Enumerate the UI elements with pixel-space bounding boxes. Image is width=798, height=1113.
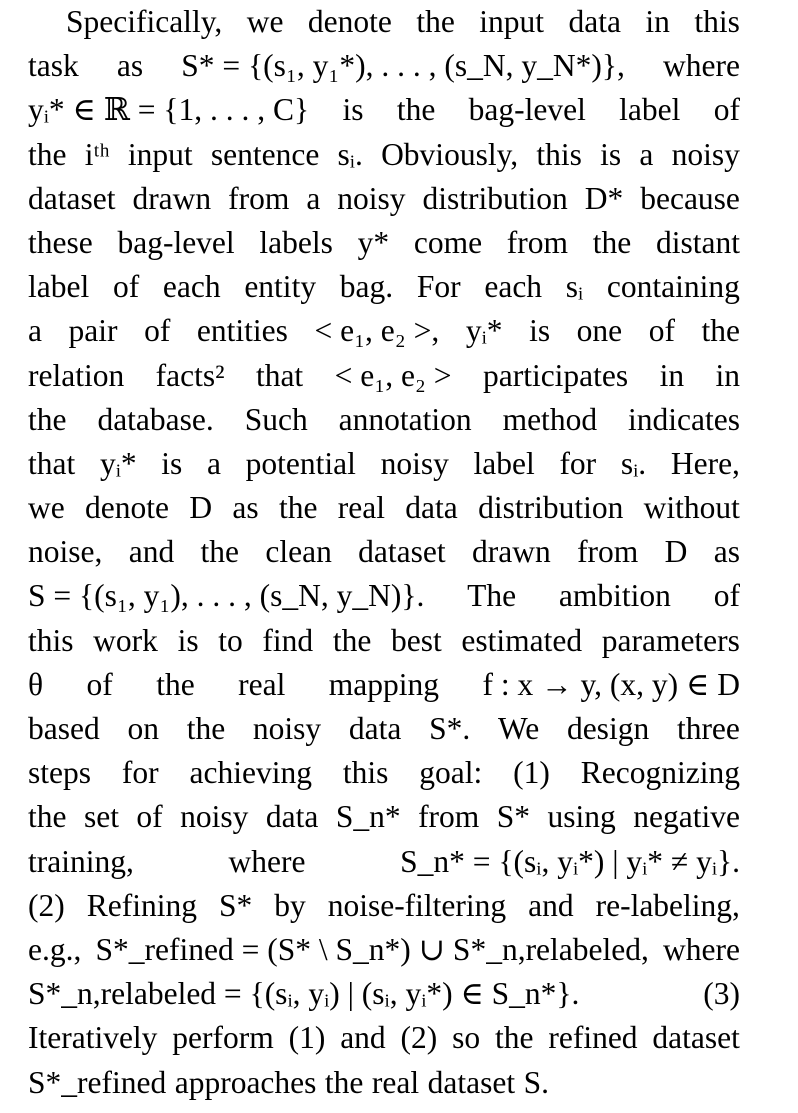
word: from <box>506 224 569 260</box>
word: (1) <box>513 755 550 791</box>
word: of <box>86 666 113 702</box>
word: of <box>144 313 171 349</box>
word: perform <box>172 1020 274 1056</box>
paragraph-line <box>28 398 740 442</box>
paragraph <box>28 0 740 1105</box>
word: S*. <box>429 711 471 746</box>
word: (2) <box>400 1020 438 1056</box>
word: each <box>162 269 221 305</box>
word: the <box>28 136 67 172</box>
word: data <box>348 711 402 746</box>
word: of <box>648 313 675 349</box>
word: The <box>467 578 517 614</box>
word: bag-level <box>117 224 235 260</box>
paragraph-line <box>28 221 740 265</box>
word: these <box>28 224 93 260</box>
word: distant <box>655 224 740 260</box>
word: the <box>278 490 318 526</box>
word: set <box>83 799 119 835</box>
paragraph-line <box>28 0 740 44</box>
paragraph-line <box>28 1016 740 1060</box>
paragraph-line <box>28 1061 740 1105</box>
word: clean <box>265 534 332 570</box>
word: from <box>577 534 639 570</box>
word: data <box>568 4 621 39</box>
word: we <box>246 4 284 39</box>
word: S*_n,relabeled = {(sᵢ, yᵢ) | (sᵢ, yᵢ*) ∈ S_n*}. <box>28 976 580 1012</box>
word: using <box>547 799 616 835</box>
word: annotation <box>338 401 472 437</box>
word: indicates <box>628 401 740 437</box>
word: a <box>639 136 654 172</box>
word: database. <box>97 401 214 437</box>
word: and <box>128 534 175 570</box>
word: of <box>112 269 140 305</box>
word: noisy <box>252 711 322 746</box>
paragraph-line <box>28 133 740 177</box>
word: is <box>161 445 183 481</box>
word: of <box>713 92 740 128</box>
word: the <box>592 224 632 260</box>
word: estimated <box>461 622 583 658</box>
word: S_n* <box>335 799 401 835</box>
word: where <box>663 931 740 967</box>
word: S_n* = {(sᵢ, yᵢ*) | yᵢ* ≠ yᵢ}. <box>400 843 740 879</box>
word: dataset <box>28 180 116 216</box>
word: refined <box>548 1020 638 1056</box>
word: data <box>265 799 319 835</box>
word: S*_refined <box>28 1064 167 1100</box>
paragraph-line <box>28 574 740 618</box>
paragraph-line <box>28 707 740 751</box>
paragraph-line <box>28 44 740 88</box>
word: steps <box>28 755 91 791</box>
word: the <box>396 92 436 128</box>
word: find <box>262 622 314 658</box>
word: < e₁, e₂ >, <box>314 313 440 349</box>
word: relation <box>28 357 125 393</box>
word: data <box>405 490 458 526</box>
word: sentence <box>210 136 320 172</box>
word: where <box>663 48 740 84</box>
word: label <box>619 92 681 128</box>
word: label <box>473 445 535 481</box>
word: distribution <box>422 180 568 216</box>
word: sᵢ. <box>337 136 363 172</box>
word: parameters <box>601 622 740 658</box>
paragraph-line <box>28 88 740 132</box>
word: real <box>371 1064 420 1100</box>
paragraph-line <box>28 840 740 884</box>
word: S = {(s₁, y₁), . . . , (s_N, y_N)}. <box>28 578 425 614</box>
paragraph-line <box>28 751 740 795</box>
word: achieving <box>189 755 312 791</box>
word: training, <box>28 843 134 879</box>
word: by <box>274 887 306 923</box>
word: the <box>28 799 67 835</box>
word: (1) <box>288 1020 326 1056</box>
word: so <box>452 1020 481 1056</box>
word: and <box>528 887 574 923</box>
word: as <box>116 48 144 84</box>
word: as <box>713 534 740 570</box>
paragraph-line <box>28 530 740 574</box>
word: denote <box>85 490 170 526</box>
word: is <box>600 136 622 172</box>
word: < e₁, e₂ > <box>334 357 452 393</box>
word: design <box>566 711 650 746</box>
word: in <box>645 4 670 39</box>
word: each <box>484 269 543 305</box>
word: denote <box>307 4 392 39</box>
paragraph-line <box>28 795 740 839</box>
word: participates <box>482 357 629 393</box>
paragraph-line <box>28 619 740 663</box>
word: mapping <box>328 666 440 702</box>
paragraph-line <box>28 309 740 353</box>
word: of <box>713 578 740 614</box>
word: pair <box>68 313 118 349</box>
paragraph-line <box>28 354 740 398</box>
word: sᵢ. <box>620 445 647 481</box>
word: dataset <box>427 1064 516 1100</box>
word: we <box>28 490 65 526</box>
word: noisy <box>671 136 740 172</box>
word: yᵢ* <box>99 445 137 481</box>
word: facts² <box>155 357 225 393</box>
word: is <box>342 92 364 128</box>
paragraph-line <box>28 265 740 309</box>
word: iᵗʰ <box>84 136 110 172</box>
word: a <box>306 180 321 216</box>
word: is <box>529 313 551 349</box>
word: this <box>694 4 740 39</box>
word: (3) <box>703 976 740 1012</box>
word: to <box>218 622 243 658</box>
word: the <box>28 401 67 437</box>
paragraph-line <box>28 663 740 707</box>
word: S* <box>496 799 531 835</box>
word: label <box>28 269 90 305</box>
word: yᵢ* <box>465 313 503 349</box>
word: method <box>502 401 598 437</box>
word: distribution <box>478 490 624 526</box>
word: Here, <box>670 445 740 481</box>
word: and <box>340 1020 386 1056</box>
word: that <box>28 445 76 481</box>
word: D <box>664 534 688 570</box>
word: approaches <box>174 1064 317 1100</box>
word: entity <box>244 269 317 305</box>
word: re-labeling, <box>595 887 740 923</box>
word: containing <box>606 269 740 305</box>
word: D* <box>584 180 624 216</box>
word: sᵢ <box>565 269 584 305</box>
word: potential <box>245 445 356 481</box>
word: the <box>332 622 372 658</box>
word: this <box>28 622 74 658</box>
word: come <box>413 224 483 260</box>
word: based <box>28 711 100 746</box>
word: real <box>337 490 385 526</box>
word: S* <box>218 887 253 923</box>
word: yᵢ* ∈ ℝ = {1, . . . , C} <box>28 92 310 128</box>
word: on <box>127 711 159 746</box>
word: the <box>416 4 455 39</box>
paragraph-line <box>28 177 740 221</box>
word: y* <box>357 224 390 260</box>
word: noisy <box>337 180 406 216</box>
word: where <box>228 843 306 879</box>
word: without <box>643 490 740 526</box>
paragraph-line <box>28 972 740 1016</box>
word: input <box>479 4 545 39</box>
word: We <box>498 711 540 746</box>
word: negative <box>633 799 740 835</box>
word: the <box>200 534 240 570</box>
word: real <box>238 666 286 702</box>
word: three <box>676 711 740 746</box>
word: bag-level <box>468 92 586 128</box>
word: that <box>255 357 304 393</box>
word: ambition <box>558 578 671 614</box>
word: For <box>416 269 461 305</box>
word: the <box>495 1020 534 1056</box>
word: drawn <box>471 534 551 570</box>
word: Refining <box>86 887 197 923</box>
word: one <box>576 313 623 349</box>
paragraph-line <box>28 442 740 486</box>
paragraph-line <box>28 928 740 972</box>
word: a <box>206 445 221 481</box>
word: drawn <box>132 180 212 216</box>
word: for <box>121 755 159 791</box>
word: S. <box>523 1064 549 1100</box>
word: D <box>189 490 213 526</box>
word: goal: <box>419 755 483 791</box>
word: f : x → y, (x, y) ∈ D <box>482 666 740 702</box>
word: Obviously, <box>381 136 519 172</box>
word: the <box>324 1064 364 1100</box>
word: a <box>28 313 42 349</box>
word: (2) <box>28 887 65 923</box>
word: noisy <box>180 799 249 835</box>
word: noisy <box>380 445 449 481</box>
word: entities <box>196 313 288 349</box>
word: in <box>715 357 740 393</box>
paragraph-line <box>28 884 740 928</box>
word: task <box>28 48 79 84</box>
word: S* = {(s₁, y₁*), . . . , (s_N, y_N*)}, <box>181 48 625 84</box>
word: the <box>156 666 195 702</box>
word: this <box>536 136 582 172</box>
word: is <box>177 622 199 658</box>
word: work <box>93 622 158 658</box>
word: Specifically, <box>66 4 223 39</box>
word: the <box>701 313 740 349</box>
word: as <box>232 490 259 526</box>
word: because <box>640 180 740 216</box>
word: bag. <box>339 269 394 305</box>
word: labels <box>259 224 333 260</box>
word: in <box>659 357 685 393</box>
word: Recognizing <box>580 755 740 791</box>
paragraph-line <box>28 486 740 530</box>
word: of <box>136 799 163 835</box>
word: dataset <box>358 534 446 570</box>
word: θ <box>28 666 44 702</box>
word: best <box>390 622 442 658</box>
word: noise-filtering <box>327 887 507 923</box>
word: dataset <box>652 1020 740 1056</box>
word: Iteratively <box>28 1020 158 1056</box>
word: from <box>418 799 480 835</box>
word: input <box>127 136 193 172</box>
word: this <box>342 755 389 791</box>
word: Such <box>244 401 308 437</box>
word: for <box>559 445 597 481</box>
word: S*_refined = (S* \ S_n*) ∪ S*_n,relabeled, <box>95 931 649 967</box>
word: the <box>186 711 226 746</box>
word: e.g., <box>28 931 82 967</box>
word: noise, <box>28 534 103 570</box>
word: from <box>228 180 290 216</box>
